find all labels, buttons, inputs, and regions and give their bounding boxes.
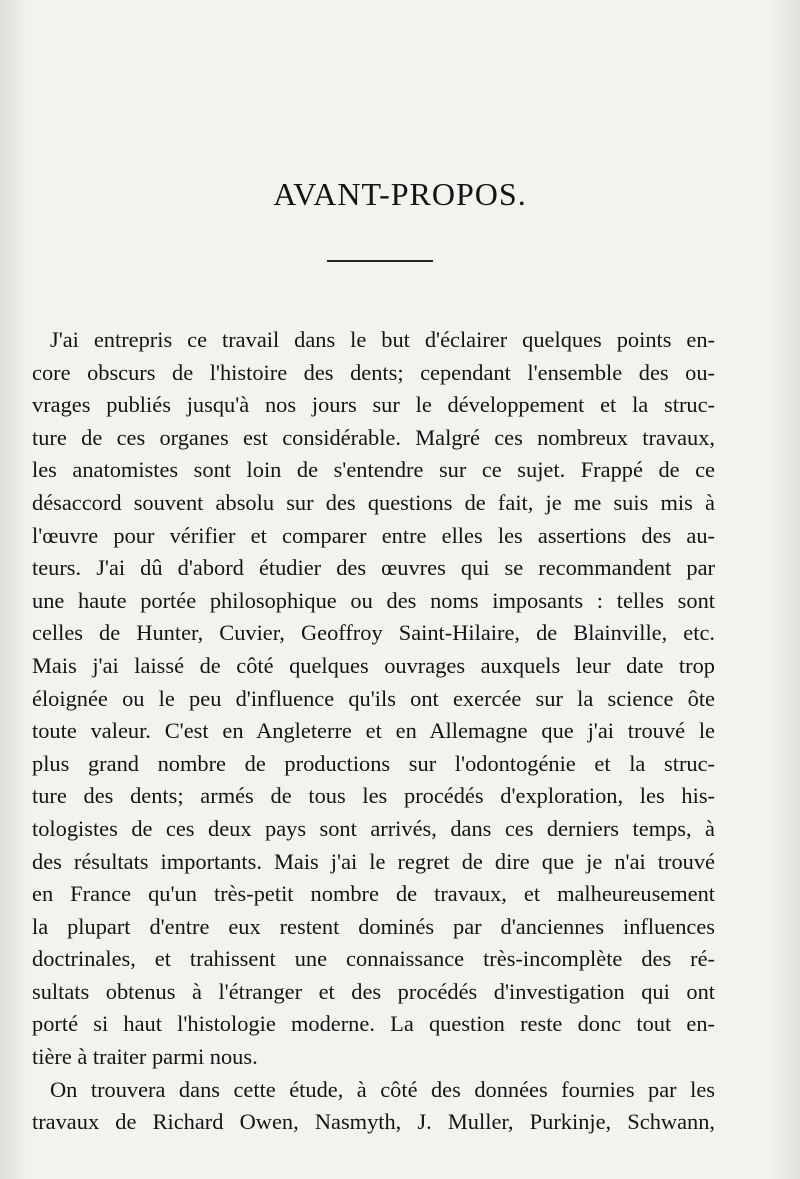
text-line: des résultats importants. Mais j'ai le regret de dire que je n'ai trouvé [32,848,715,874]
text-line: sultats obtenus à l'étranger et des procédés d'investigation qui ont [32,978,715,1004]
text-line: une haute portée philosophique ou des noms imposants : telles sont [32,587,715,613]
text-line: Mais j'ai laissé de côté quelques ouvrages auxquels leur date trop [32,652,715,678]
text-line: travaux de Richard Owen, Nasmyth, J. Muller, Purkinje, Schwann, [32,1109,715,1135]
text-line: l'œuvre pour vérifier et comparer entre elles les assertions des au- [32,522,715,548]
text-line: plus grand nombre de productions sur l'odontogénie et la struc- [32,750,715,776]
body-text [32,324,715,1139]
text-line: ture des dents; armés de tous les procédés d'exploration, les his- [32,783,715,809]
title-rule [327,260,433,262]
text-line: doctrinales, et trahissent une connaissance très-incomplète des ré- [32,946,715,972]
text-line: celles de Hunter, Cuvier, Geoffroy Saint-Hilaire, de Blainville, etc. [32,620,715,646]
text-line: core obscurs de l'histoire des dents; cependant l'ensemble des ou- [32,359,715,385]
text-line: J'ai entrepris ce travail dans le but d'éclairer quelques points en- [50,327,715,352]
text-line: les anatomistes sont loin de s'entendre sur ce sujet. Frappé de ce [32,457,715,483]
text-line: la plupart d'entre eux restent dominés par d'anciennes influences [32,913,715,939]
text-line: tologistes de ces deux pays sont arrivés, dans ces derniers temps, à [32,815,715,841]
text-line: en France qu'un très-petit nombre de travaux, et malheureusement [32,881,715,907]
paragraph-2 [32,1074,715,1139]
page-title: AVANT-PROPOS. [273,176,527,212]
text-line: tière à traiter parmi nous. [32,1044,258,1070]
text-line: toute valeur. C'est en Angleterre et en Allemagne que j'ai trouvé le [32,718,715,744]
paragraph-1 [32,324,715,1074]
text-line: teurs. J'ai dû d'abord étudier des œuvres qui se recommandent par [32,555,715,581]
text-line: désaccord souvent absolu sur des questions de fait, je me suis mis à [32,489,715,515]
text-line: On trouvera dans cette étude, à côté des données fournies par les [50,1076,715,1102]
text-line: porté si haut l'histologie moderne. La question reste donc tout en- [32,1011,715,1037]
text-line: ture de ces organes est considérable. Malgré ces nombreux travaux, [32,424,715,450]
text-line: vrages publiés jusqu'à nos jours sur le développement et la struc- [32,392,715,418]
text-line: éloignée ou le peu d'influence qu'ils ont exercée sur la science ôte [32,685,715,711]
